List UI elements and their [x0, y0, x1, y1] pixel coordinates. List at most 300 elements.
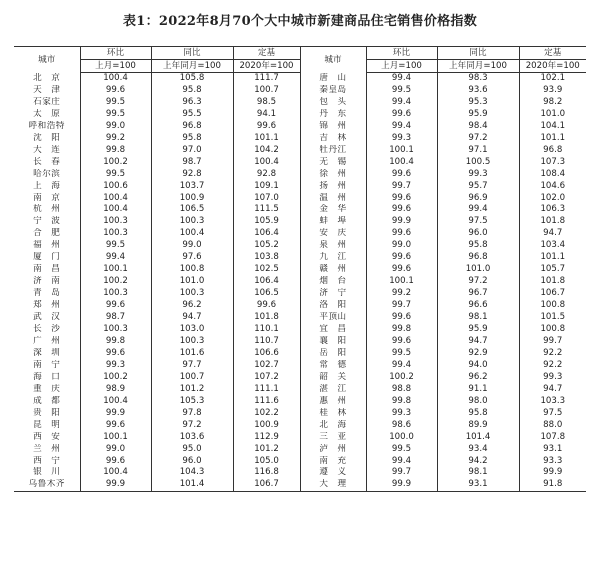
- index-fixed: 105.2: [233, 240, 300, 252]
- city-name: 蚌 埠: [300, 216, 366, 228]
- index-mom: 99.2: [366, 288, 437, 300]
- index-yoy: 96.9: [437, 193, 519, 205]
- index-fixed: 105.0: [233, 456, 300, 468]
- index-yoy: 95.7: [437, 181, 519, 193]
- index-mom: 100.2: [80, 276, 151, 288]
- header-row-main: [14, 47, 586, 60]
- header-city: 城市: [300, 47, 366, 73]
- city-name: 南 充: [300, 456, 366, 468]
- index-fixed: 110.1: [233, 324, 300, 336]
- city-name: 唐 山: [300, 73, 366, 85]
- index-fixed: 93.3: [519, 456, 586, 468]
- index-mom: 99.9: [80, 479, 151, 491]
- table-row: [14, 228, 586, 240]
- index-yoy: 96.2: [151, 300, 233, 312]
- header-yoy: 同比: [151, 47, 233, 60]
- city-name: 赣 州: [300, 264, 366, 276]
- index-yoy: 95.8: [151, 85, 233, 97]
- index-mom: 99.6: [366, 193, 437, 205]
- city-name: 杭 州: [33, 204, 61, 215]
- city-name: 襄 阳: [300, 336, 366, 348]
- index-yoy: 98.1: [437, 312, 519, 324]
- city-name: 泸 州: [300, 444, 366, 456]
- table-row: [14, 372, 586, 384]
- index-mom: 99.8: [366, 396, 437, 408]
- index-mom: 99.7: [366, 300, 437, 312]
- index-mom: 99.6: [80, 420, 151, 432]
- city-name: 合 肥: [33, 228, 61, 239]
- table-row: [14, 432, 586, 444]
- index-fixed: 100.9: [233, 420, 300, 432]
- city-name: 南 昌: [33, 264, 61, 275]
- city-name: 武 汉: [33, 312, 61, 323]
- table-title: 表1：2022年8月70个大中城市新建商品住宅销售价格指数: [122, 14, 478, 29]
- index-yoy: 104.3: [151, 467, 233, 479]
- index-fixed: 101.1: [233, 133, 300, 145]
- index-mom: 99.4: [366, 456, 437, 468]
- index-mom: 100.4: [80, 467, 151, 479]
- table-row: [14, 444, 586, 456]
- index-fixed: 104.6: [519, 181, 586, 193]
- index-mom: 99.6: [366, 312, 437, 324]
- index-yoy: 94.0: [437, 360, 519, 372]
- index-fixed: 102.2: [233, 408, 300, 420]
- index-mom: 99.6: [366, 169, 437, 181]
- index-fixed: 94.7: [519, 384, 586, 396]
- table-row: [14, 264, 586, 276]
- table-row: [14, 193, 586, 205]
- index-fixed: 106.4: [233, 228, 300, 240]
- city-name: 常 德: [300, 360, 366, 372]
- index-yoy: 97.5: [437, 216, 519, 228]
- index-yoy: 96.0: [437, 228, 519, 240]
- city-name: 泉 州: [300, 240, 366, 252]
- city-name: 长 春: [33, 156, 61, 167]
- index-yoy: 101.0: [437, 264, 519, 276]
- city-name: 金 华: [300, 204, 366, 216]
- city-name: 惠 州: [300, 396, 366, 408]
- index-fixed: 107.3: [519, 157, 586, 169]
- city-name: 北 京: [33, 72, 61, 83]
- index-fixed: 101.5: [519, 312, 586, 324]
- index-mom: 99.9: [80, 408, 151, 420]
- index-mom: 99.9: [366, 479, 437, 491]
- index-fixed: 100.8: [519, 300, 586, 312]
- city-name: 安 庆: [300, 228, 366, 240]
- header-fixed: 定基: [519, 47, 586, 60]
- index-fixed: 111.1: [233, 384, 300, 396]
- index-yoy: 95.8: [437, 240, 519, 252]
- index-mom: 100.4: [80, 396, 151, 408]
- city-name: 呼和浩特: [28, 120, 65, 131]
- index-yoy: 93.6: [437, 85, 519, 97]
- index-mom: 99.6: [366, 228, 437, 240]
- index-mom: 100.3: [80, 288, 151, 300]
- city-name: 三 亚: [300, 432, 366, 444]
- index-yoy: 98.4: [437, 121, 519, 133]
- index-fixed: 92.8: [233, 169, 300, 181]
- index-mom: 99.0: [366, 240, 437, 252]
- city-name: 沈 阳: [33, 132, 61, 143]
- table-row: [14, 300, 586, 312]
- index-yoy: 98.1: [437, 467, 519, 479]
- index-yoy: 97.1: [437, 145, 519, 157]
- index-fixed: 103.4: [519, 240, 586, 252]
- table-row: [14, 133, 586, 145]
- index-yoy: 97.2: [151, 420, 233, 432]
- header-fixed: 定基: [233, 47, 300, 60]
- index-fixed: 102.5: [233, 264, 300, 276]
- index-yoy: 100.4: [151, 228, 233, 240]
- table-row: [14, 240, 586, 252]
- table-row: [14, 157, 586, 169]
- index-yoy: 103.0: [151, 324, 233, 336]
- index-fixed: 99.9: [519, 467, 586, 479]
- index-mom: 100.3: [80, 228, 151, 240]
- city-name: 徐 州: [300, 169, 366, 181]
- table-row: [14, 216, 586, 228]
- city-name: 北 海: [300, 420, 366, 432]
- index-mom: 100.0: [366, 432, 437, 444]
- index-fixed: 101.8: [233, 312, 300, 324]
- index-fixed: 106.6: [233, 348, 300, 360]
- index-mom: 99.4: [366, 121, 437, 133]
- city-name: 烟 台: [300, 276, 366, 288]
- index-fixed: 101.0: [519, 109, 586, 121]
- index-yoy: 97.2: [437, 133, 519, 145]
- city-name: 太 原: [33, 108, 61, 119]
- index-yoy: 96.0: [151, 456, 233, 468]
- index-fixed: 96.8: [519, 145, 586, 157]
- header-yoy-base: 上年同月=100: [437, 60, 519, 73]
- index-yoy: 101.2: [151, 384, 233, 396]
- table-row: [14, 467, 586, 479]
- index-fixed: 107.0: [233, 193, 300, 205]
- index-yoy: 99.3: [437, 169, 519, 181]
- index-mom: 99.8: [366, 324, 437, 336]
- index-mom: 99.9: [366, 216, 437, 228]
- table-row: [14, 181, 586, 193]
- index-mom: 98.9: [80, 384, 151, 396]
- table-row: [14, 169, 586, 181]
- index-yoy: 95.9: [437, 324, 519, 336]
- index-fixed: 99.7: [519, 336, 586, 348]
- index-yoy: 100.5: [437, 157, 519, 169]
- index-mom: 100.3: [80, 324, 151, 336]
- table-row: [14, 73, 586, 85]
- index-mom: 100.3: [80, 216, 151, 228]
- index-fixed: 98.5: [233, 97, 300, 109]
- index-fixed: 106.5: [233, 288, 300, 300]
- city-name: 吉 林: [300, 133, 366, 145]
- city-name: 包 头: [300, 97, 366, 109]
- city-name: 哈尔滨: [33, 168, 61, 179]
- index-mom: 99.4: [366, 360, 437, 372]
- city-name: 韶 关: [300, 372, 366, 384]
- index-yoy: 95.0: [151, 444, 233, 456]
- index-mom: 99.5: [80, 109, 151, 121]
- header-yoy: 同比: [437, 47, 519, 60]
- index-mom: 99.6: [80, 300, 151, 312]
- table-row: [14, 145, 586, 157]
- index-yoy: 105.3: [151, 396, 233, 408]
- index-fixed: 101.1: [519, 252, 586, 264]
- index-yoy: 101.4: [151, 479, 233, 491]
- index-yoy: 94.7: [437, 336, 519, 348]
- index-fixed: 102.0: [519, 193, 586, 205]
- index-yoy: 96.7: [437, 288, 519, 300]
- index-yoy: 98.7: [151, 157, 233, 169]
- index-yoy: 99.4: [437, 204, 519, 216]
- index-mom: 99.7: [366, 467, 437, 479]
- index-yoy: 96.3: [151, 97, 233, 109]
- index-yoy: 100.3: [151, 216, 233, 228]
- index-fixed: 111.5: [233, 204, 300, 216]
- table-row: [14, 348, 586, 360]
- city-name: 大 理: [300, 479, 366, 491]
- index-fixed: 88.0: [519, 420, 586, 432]
- index-mom: 100.2: [366, 372, 437, 384]
- index-yoy: 100.3: [151, 288, 233, 300]
- index-yoy: 98.0: [437, 396, 519, 408]
- index-yoy: 94.7: [151, 312, 233, 324]
- index-yoy: 98.3: [437, 73, 519, 85]
- city-name: 扬 州: [300, 181, 366, 193]
- header-mom-base: 上月=100: [80, 60, 151, 73]
- index-fixed: 106.7: [233, 479, 300, 491]
- city-name: 秦皇岛: [300, 85, 366, 97]
- city-name: 厦 门: [33, 252, 61, 263]
- index-fixed: 101.8: [519, 276, 586, 288]
- index-yoy: 100.9: [151, 193, 233, 205]
- index-fixed: 101.1: [519, 133, 586, 145]
- index-mom: 100.1: [80, 432, 151, 444]
- index-mom: 100.2: [80, 372, 151, 384]
- table-row: [14, 85, 586, 97]
- index-yoy: 97.0: [151, 145, 233, 157]
- table-row: [14, 276, 586, 288]
- index-fixed: 93.1: [519, 444, 586, 456]
- city-name: 平顶山: [300, 312, 366, 324]
- index-yoy: 89.9: [437, 420, 519, 432]
- index-mom: 98.6: [366, 420, 437, 432]
- index-mom: 99.7: [366, 181, 437, 193]
- city-name: 济 宁: [300, 288, 366, 300]
- index-fixed: 97.5: [519, 408, 586, 420]
- index-mom: 99.5: [366, 348, 437, 360]
- table-row: [14, 408, 586, 420]
- index-mom: 99.5: [80, 169, 151, 181]
- city-name: 温 州: [300, 193, 366, 205]
- table-row: [14, 324, 586, 336]
- index-fixed: 116.8: [233, 467, 300, 479]
- index-mom: 99.6: [80, 456, 151, 468]
- table-row: [14, 360, 586, 372]
- header-mom: 环比: [366, 47, 437, 60]
- city-name: 石家庄: [33, 96, 61, 107]
- index-yoy: 105.8: [151, 73, 233, 85]
- index-yoy: 95.5: [151, 109, 233, 121]
- index-yoy: 96.8: [437, 252, 519, 264]
- city-name: 福 州: [33, 240, 61, 251]
- index-yoy: 103.6: [151, 432, 233, 444]
- city-name: 天 津: [33, 84, 61, 95]
- city-name: 长 沙: [33, 324, 61, 335]
- city-name: 贵 阳: [33, 407, 61, 418]
- index-mom: 99.3: [366, 133, 437, 145]
- city-name: 牡丹江: [300, 145, 366, 157]
- table-row: [14, 312, 586, 324]
- table-row: [14, 252, 586, 264]
- index-fixed: 106.4: [233, 276, 300, 288]
- header-city: 城市: [14, 47, 80, 73]
- index-mom: 99.6: [80, 85, 151, 97]
- index-yoy: 92.8: [151, 169, 233, 181]
- index-mom: 99.6: [366, 109, 437, 121]
- index-mom: 99.5: [366, 85, 437, 97]
- table-row: [14, 396, 586, 408]
- city-name: 重 庆: [33, 383, 61, 394]
- index-fixed: 99.6: [233, 300, 300, 312]
- index-yoy: 96.8: [151, 121, 233, 133]
- index-yoy: 92.9: [437, 348, 519, 360]
- index-yoy: 100.8: [151, 264, 233, 276]
- city-name: 无 锡: [300, 157, 366, 169]
- city-name: 西 宁: [33, 455, 61, 466]
- index-fixed: 107.2: [233, 372, 300, 384]
- table-row: [14, 479, 586, 491]
- index-fixed: 93.9: [519, 85, 586, 97]
- table-row: [14, 97, 586, 109]
- index-mom: 99.6: [366, 204, 437, 216]
- city-name: 锦 州: [300, 121, 366, 133]
- header-mom: 环比: [80, 47, 151, 60]
- index-yoy: 97.7: [151, 360, 233, 372]
- index-mom: 99.6: [366, 336, 437, 348]
- city-name: 郑 州: [33, 300, 61, 311]
- index-fixed: 91.8: [519, 479, 586, 491]
- table-row: [14, 288, 586, 300]
- index-fixed: 100.4: [233, 157, 300, 169]
- index-yoy: 96.2: [437, 372, 519, 384]
- table-row: [14, 456, 586, 468]
- index-mom: 99.6: [366, 252, 437, 264]
- city-name: 海 口: [33, 371, 61, 382]
- city-name: 成 都: [33, 395, 61, 406]
- index-fixed: 92.2: [519, 348, 586, 360]
- city-name: 岳 阳: [300, 348, 366, 360]
- index-mom: 100.4: [80, 73, 151, 85]
- table-row: [14, 336, 586, 348]
- index-yoy: 101.4: [437, 432, 519, 444]
- city-name: 乌鲁木齐: [14, 479, 80, 491]
- index-yoy: 95.8: [437, 408, 519, 420]
- index-yoy: 93.1: [437, 479, 519, 491]
- table-row: [14, 420, 586, 432]
- city-name: 昆 明: [33, 419, 61, 430]
- index-mom: 99.8: [80, 336, 151, 348]
- index-fixed: 99.6: [233, 121, 300, 133]
- index-yoy: 103.7: [151, 181, 233, 193]
- header-mom-base: 上月=100: [366, 60, 437, 73]
- index-mom: 99.0: [80, 444, 151, 456]
- table-row: [14, 384, 586, 396]
- index-fixed: 104.1: [519, 121, 586, 133]
- index-yoy: 95.8: [151, 133, 233, 145]
- index-mom: 100.4: [366, 157, 437, 169]
- index-yoy: 106.5: [151, 204, 233, 216]
- city-name: 南 宁: [33, 359, 61, 370]
- index-mom: 100.2: [80, 157, 151, 169]
- index-mom: 99.5: [366, 444, 437, 456]
- index-fixed: 111.6: [233, 396, 300, 408]
- city-name: 兰 州: [33, 443, 61, 454]
- index-fixed: 98.2: [519, 97, 586, 109]
- index-yoy: 95.9: [437, 109, 519, 121]
- index-mom: 99.8: [80, 145, 151, 157]
- index-fixed: 102.7: [233, 360, 300, 372]
- city-name: 宜 昌: [300, 324, 366, 336]
- index-fixed: 112.9: [233, 432, 300, 444]
- index-mom: 99.5: [80, 240, 151, 252]
- index-fixed: 101.2: [233, 444, 300, 456]
- city-name: 上 海: [33, 180, 61, 191]
- price-index-table: [14, 46, 586, 492]
- index-yoy: 101.6: [151, 348, 233, 360]
- index-yoy: 93.4: [437, 444, 519, 456]
- city-name: 宁 波: [33, 216, 61, 227]
- index-fixed: 100.7: [233, 85, 300, 97]
- index-yoy: 97.8: [151, 408, 233, 420]
- header-fixed-base: 2020年=100: [519, 60, 586, 73]
- city-name: 西 安: [33, 431, 61, 442]
- index-yoy: 96.6: [437, 300, 519, 312]
- index-mom: 98.8: [366, 384, 437, 396]
- city-name: 大 连: [33, 144, 61, 155]
- index-mom: 99.0: [80, 121, 151, 133]
- index-mom: 100.4: [80, 204, 151, 216]
- index-yoy: 97.2: [437, 276, 519, 288]
- index-fixed: 103.8: [233, 252, 300, 264]
- index-fixed: 106.3: [519, 204, 586, 216]
- index-mom: 100.1: [366, 276, 437, 288]
- index-fixed: 99.3: [519, 372, 586, 384]
- index-yoy: 100.7: [151, 372, 233, 384]
- city-name: 广 州: [33, 335, 61, 346]
- city-name: 南 京: [33, 192, 61, 203]
- city-name: 丹 东: [300, 109, 366, 121]
- index-mom: 99.6: [366, 264, 437, 276]
- index-yoy: 91.1: [437, 384, 519, 396]
- index-mom: 99.6: [80, 348, 151, 360]
- index-mom: 99.3: [80, 360, 151, 372]
- index-fixed: 100.8: [519, 324, 586, 336]
- index-yoy: 94.2: [437, 456, 519, 468]
- index-mom: 100.4: [80, 193, 151, 205]
- index-fixed: 101.8: [519, 216, 586, 228]
- city-name: 湛 江: [300, 384, 366, 396]
- index-fixed: 92.2: [519, 360, 586, 372]
- index-fixed: 107.8: [519, 432, 586, 444]
- city-name: 银 川: [33, 467, 61, 478]
- index-fixed: 104.2: [233, 145, 300, 157]
- index-mom: 99.4: [366, 97, 437, 109]
- index-mom: 99.4: [80, 252, 151, 264]
- table-row: [14, 109, 586, 121]
- index-yoy: 99.0: [151, 240, 233, 252]
- table-row: [14, 121, 586, 133]
- index-fixed: 94.1: [233, 109, 300, 121]
